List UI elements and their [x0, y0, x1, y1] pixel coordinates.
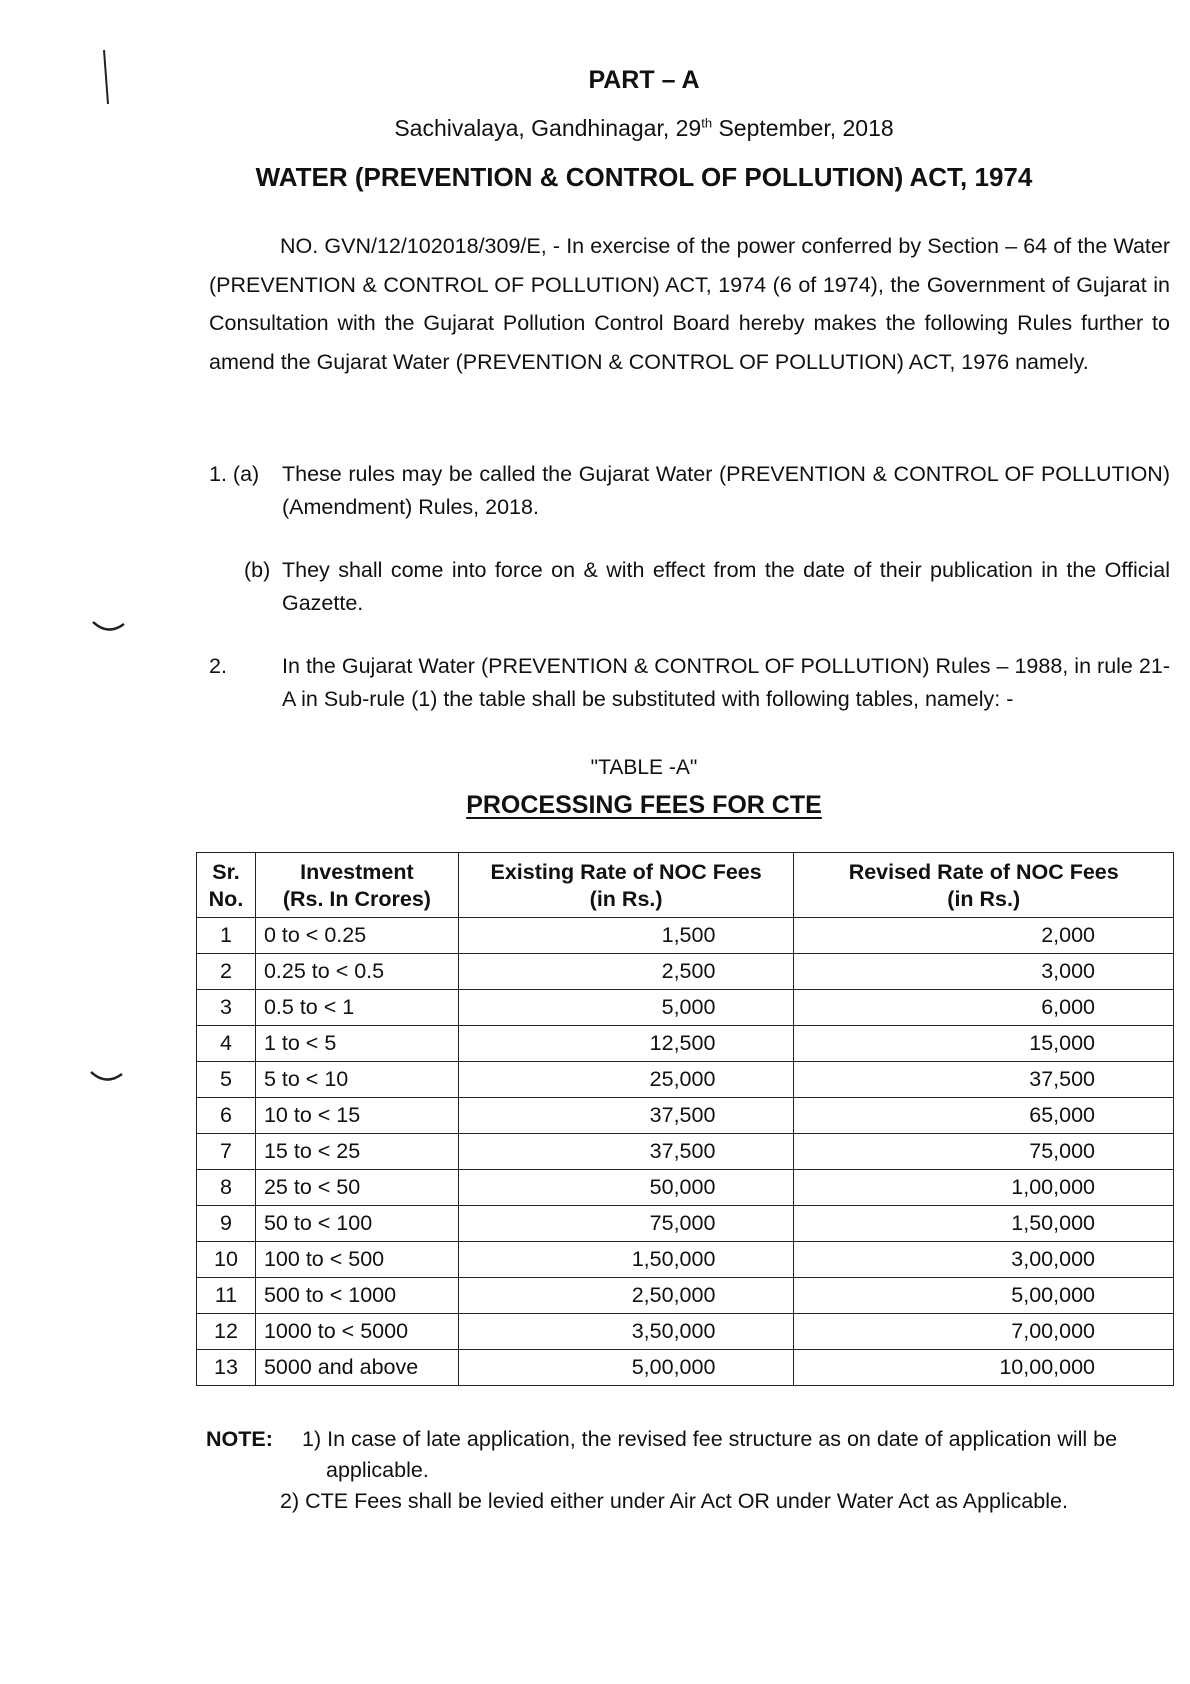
cell-sr-no: 8 — [197, 1170, 256, 1206]
place-date-suffix: September, 2018 — [712, 115, 894, 141]
table-row — [197, 1062, 1174, 1098]
table-row — [197, 990, 1174, 1026]
table-row — [197, 918, 1174, 954]
table-row — [197, 1314, 1174, 1350]
cell-sr-no: 2 — [197, 954, 256, 990]
cell-investment: 500 to < 1000 — [255, 1278, 458, 1314]
cell-existing-rate: 5,00,000 — [458, 1350, 794, 1386]
cell-existing-rate: 12,500 — [458, 1026, 794, 1062]
rule-1b-text: They shall come into force on & with effect from the date of their publication in the Official Gazette. — [282, 558, 1170, 615]
cell-investment: 5 to < 10 — [255, 1062, 458, 1098]
cell-sr-no: 11 — [197, 1278, 256, 1314]
table-title — [0, 791, 1190, 820]
cell-existing-rate: 37,500 — [458, 1098, 794, 1134]
table-row — [197, 1278, 1174, 1314]
cell-investment: 0.25 to < 0.5 — [255, 954, 458, 990]
header-investment: Investment (Rs. In Crores) — [255, 853, 458, 918]
table-row — [197, 1206, 1174, 1242]
cell-existing-rate: 50,000 — [458, 1170, 794, 1206]
preamble-paragraph: NO. GVN/12/102018/309/E, - In exercise of the power conferred by Section – 64 of the Water (PREVENTION & CONTROL OF POLLUTION) ACT, 1974 (6 of 1974), the Government of Gujarat in Consultation with the Gujarat Pollution Control Board hereby makes the following Rules further to amend the Gujarat Water (PREVENTION & CONTROL OF POLLUTION) ACT, 1976 namely. — [209, 234, 1170, 374]
header-sr-no: Sr. No. — [197, 853, 256, 918]
cell-existing-rate: 1,500 — [458, 918, 794, 954]
note-2: 2) CTE Fees shall be levied either under Air Act OR under Water Act as Applicable. — [280, 1489, 1068, 1513]
cell-investment: 25 to < 50 — [255, 1170, 458, 1206]
cell-existing-rate: 2,50,000 — [458, 1278, 794, 1314]
cell-sr-no: 4 — [197, 1026, 256, 1062]
cell-investment: 1 to < 5 — [255, 1026, 458, 1062]
cell-existing-rate: 25,000 — [458, 1062, 794, 1098]
cell-revised-rate: 3,00,000 — [794, 1242, 1174, 1278]
table-row — [197, 1170, 1174, 1206]
table-caption: "TABLE -A" — [590, 756, 698, 779]
table-row — [197, 954, 1174, 990]
cell-revised-rate: 65,000 — [794, 1098, 1174, 1134]
cell-investment: 5000 and above — [255, 1350, 458, 1386]
cell-revised-rate: 1,50,000 — [794, 1206, 1174, 1242]
table-row — [197, 1098, 1174, 1134]
cell-sr-no: 7 — [197, 1134, 256, 1170]
cell-revised-rate: 6,000 — [794, 990, 1174, 1026]
rule-1a-text: These rules may be called the Gujarat Water (PREVENTION & CONTROL OF POLLUTION) (Amendment) Rules, 2018. — [282, 462, 1170, 519]
cell-sr-no: 6 — [197, 1098, 256, 1134]
cell-sr-no: 10 — [197, 1242, 256, 1278]
part-heading: PART – A — [588, 66, 700, 94]
cell-sr-no: 9 — [197, 1206, 256, 1242]
cell-investment: 0 to < 0.25 — [255, 918, 458, 954]
rule-1b-label: (b) — [244, 558, 271, 582]
cell-investment: 15 to < 25 — [255, 1134, 458, 1170]
cell-revised-rate: 75,000 — [794, 1134, 1174, 1170]
cell-existing-rate: 1,50,000 — [458, 1242, 794, 1278]
cell-revised-rate: 15,000 — [794, 1026, 1174, 1062]
cell-revised-rate: 10,00,000 — [794, 1350, 1174, 1386]
punch-hole-mark-1 — [90, 618, 130, 638]
cell-investment: 10 to < 15 — [255, 1098, 458, 1134]
table-row — [197, 1026, 1174, 1062]
header-existing-rate: Existing Rate of NOC Fees (in Rs.) — [458, 853, 794, 918]
cell-revised-rate: 7,00,000 — [794, 1314, 1174, 1350]
cell-investment: 0.5 to < 1 — [255, 990, 458, 1026]
cell-sr-no: 12 — [197, 1314, 256, 1350]
date-ordinal-suffix: th — [701, 115, 713, 131]
table-header-row — [197, 853, 1174, 918]
rule-2 — [209, 650, 1170, 750]
table-row — [197, 1242, 1174, 1278]
place-date-prefix: Sachivalaya, Gandhinagar, 29 — [394, 115, 702, 141]
cell-existing-rate: 3,50,000 — [458, 1314, 794, 1350]
cell-existing-rate: 5,000 — [458, 990, 794, 1026]
cell-investment: 1000 to < 5000 — [255, 1314, 458, 1350]
table-row — [197, 1134, 1174, 1170]
rule-1a — [209, 458, 1170, 528]
note-label: NOTE: — [206, 1427, 273, 1451]
cell-sr-no: 3 — [197, 990, 256, 1026]
cell-investment: 50 to < 100 — [255, 1206, 458, 1242]
header-revised-rate: Revised Rate of NOC Fees (in Rs.) — [794, 853, 1174, 918]
note-1: 1) In case of late application, the revised fee structure as on date of application will be applicable. — [302, 1427, 1118, 1482]
act-title: WATER (PREVENTION & CONTROL OF POLLUTION) ACT, 1974 — [255, 162, 1033, 192]
cell-revised-rate: 3,000 — [794, 954, 1174, 990]
punch-hole-mark-2 — [88, 1068, 128, 1088]
rule-1b — [244, 554, 1170, 624]
cell-revised-rate: 5,00,000 — [794, 1278, 1174, 1314]
rule-1a-label: 1. (a) — [209, 462, 260, 486]
rule-2-label: 2. — [209, 654, 227, 678]
processing-fees-table — [196, 852, 1174, 1386]
cell-existing-rate: 37,500 — [458, 1134, 794, 1170]
cell-revised-rate: 37,500 — [794, 1062, 1174, 1098]
cell-existing-rate: 2,500 — [458, 954, 794, 990]
cell-sr-no: 5 — [197, 1062, 256, 1098]
cell-existing-rate: 75,000 — [458, 1206, 794, 1242]
place-date-line — [0, 115, 1190, 142]
cell-revised-rate: 1,00,000 — [794, 1170, 1174, 1206]
cell-investment: 100 to < 500 — [255, 1242, 458, 1278]
table-title-text: PROCESSING FEES FOR CTE — [466, 791, 822, 819]
table-row — [197, 1350, 1174, 1386]
cell-sr-no: 13 — [197, 1350, 256, 1386]
cell-revised-rate: 2,000 — [794, 918, 1174, 954]
rule-2-text: In the Gujarat Water (PREVENTION & CONTROL OF POLLUTION) Rules – 1988, in rule 21-A in Sub-rule (1) the table shall be substituted with following tables, namely: - — [282, 654, 1170, 711]
cell-sr-no: 1 — [197, 918, 256, 954]
